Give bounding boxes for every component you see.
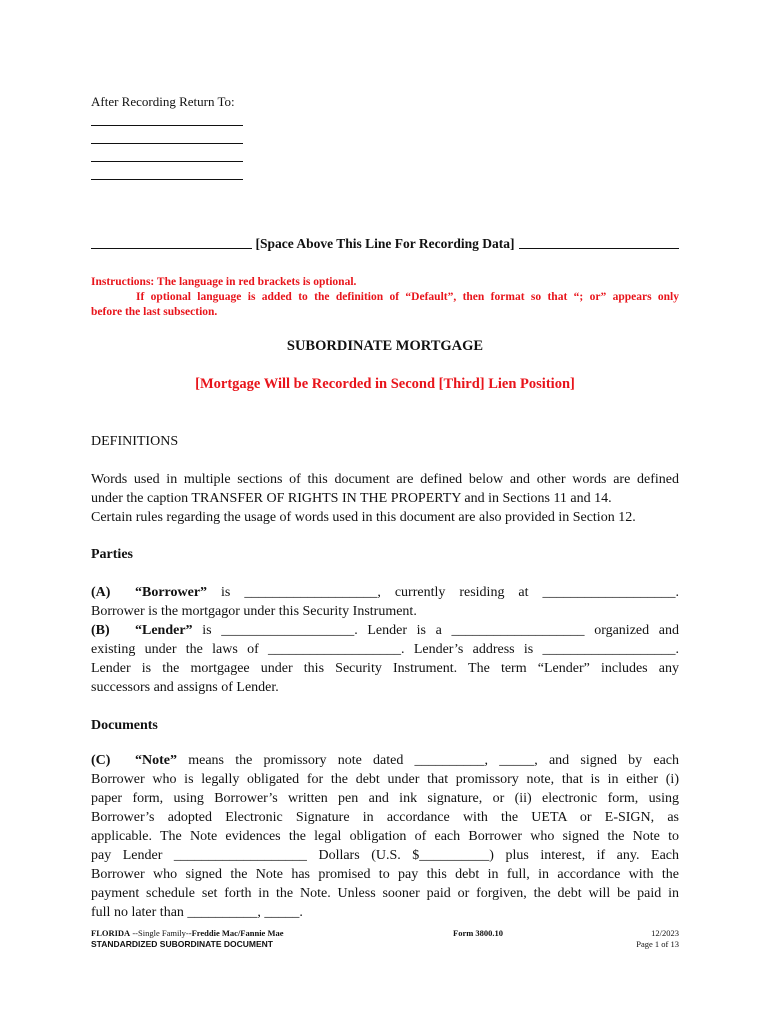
recording-space-label: [Space Above This Line For Recording Data] [255, 236, 515, 251]
note-line-5: applicable. The Note evidences the legal obligation of each Borrower who signed the Note to [91, 829, 679, 844]
footer-agency: Freddie Mac/Fannie Mae [191, 928, 284, 938]
note-line-2: Borrower who is legally obligated for the debt under that promissory note, that is in either (i) [91, 772, 679, 787]
footer-state-line [91, 928, 284, 939]
recording-space-line [91, 236, 679, 252]
lien-position-note: [Mortgage Will be Recorded in Second [Third] Lien Position] [195, 376, 575, 392]
return-to-line [91, 143, 243, 144]
lender-line-1 [91, 621, 679, 640]
lender-line-3: Lender is the mortgagee under this Security Instrument. The term “Lender” includes any [91, 661, 679, 676]
borrower-label: (A) [91, 585, 111, 600]
lender-line-4: successors and assigns of Lender. [91, 680, 279, 695]
borrower-term: “Borrower” [135, 585, 208, 600]
footer-right [560, 928, 679, 950]
return-to-line [91, 125, 243, 126]
footer-date: 12/2023 [651, 928, 679, 938]
definitions-intro-line-1: Words used in multiple sections of this document are defined below and other words are defined [91, 472, 679, 487]
lender-line-1-text: is ___________________. Lender is a ___________________ organized and [202, 623, 679, 638]
footer-left [91, 928, 284, 950]
note-line-3: paper form, using Borrower’s written pen and ink signature, or (ii) electronic form, using [91, 791, 679, 806]
note-line-7: Borrower who signed the Note has promised to pay this debt in full, in accordance with the [91, 867, 679, 882]
instructions-line-1: Instructions: The language in red brackets is optional. [91, 276, 357, 288]
recording-rule-right [519, 248, 680, 249]
return-to-line [91, 179, 243, 180]
footer-page-number: Page 1 of 13 [636, 939, 679, 949]
note-line-1 [91, 751, 679, 770]
note-term: “Note” [135, 753, 177, 768]
note-label: (C) [91, 753, 111, 768]
return-to-line [91, 161, 243, 162]
document-title: SUBORDINATE MORTGAGE [286, 338, 484, 354]
footer-state: FLORIDA [91, 928, 131, 938]
return-to-title: After Recording Return To: [91, 94, 235, 109]
borrower-line-1 [91, 583, 679, 602]
footer-family: --Single Family-- [132, 928, 192, 938]
note-line-9: full no later than __________, _____. [91, 905, 303, 920]
parties-heading: Parties [91, 547, 133, 562]
footer-doc-type: STANDARDIZED SUBORDINATE DOCUMENT [91, 939, 273, 949]
note-line-6: pay Lender ___________________ Dollars (U.S. $__________) plus interest, if any. Each [91, 848, 679, 863]
lender-term: “Lender” [135, 623, 193, 638]
instructions-line-3: before the last subsection. [91, 306, 218, 318]
footer-form-number: Form 3800.10 [453, 928, 504, 938]
documents-heading: Documents [91, 718, 158, 733]
definitions-intro-line-3: Certain rules regarding the usage of words used in this document are also provided in Section 12. [91, 510, 636, 525]
note-line-4: Borrower’s adopted Electronic Signature in accordance with the UETA or E-SIGN, as [91, 810, 679, 825]
borrower-line-2: Borrower is the mortgagor under this Security Instrument. [91, 604, 417, 619]
note-line-8: payment schedule set forth in the Note. Unless sooner paid or forgiven, the debt will be paid in [91, 886, 679, 901]
lender-line-2: existing under the laws of ___________________. Lender’s address is ___________________. [91, 642, 679, 657]
lender-label: (B) [91, 623, 110, 638]
borrower-line-1-text: is ___________________, currently residing at ___________________. [221, 585, 680, 600]
instructions-line-2: If optional language is added to the definition of “Default”, then format so that “; or” appears only [136, 291, 679, 303]
recording-rule-left [91, 248, 252, 249]
definitions-heading: DEFINITIONS [91, 434, 179, 449]
definitions-intro-line-2: under the caption TRANSFER OF RIGHTS IN THE PROPERTY and in Sections 11 and 14. [91, 491, 612, 506]
note-line-1-text: means the promissory note dated __________, _____, and signed by each [188, 753, 680, 768]
